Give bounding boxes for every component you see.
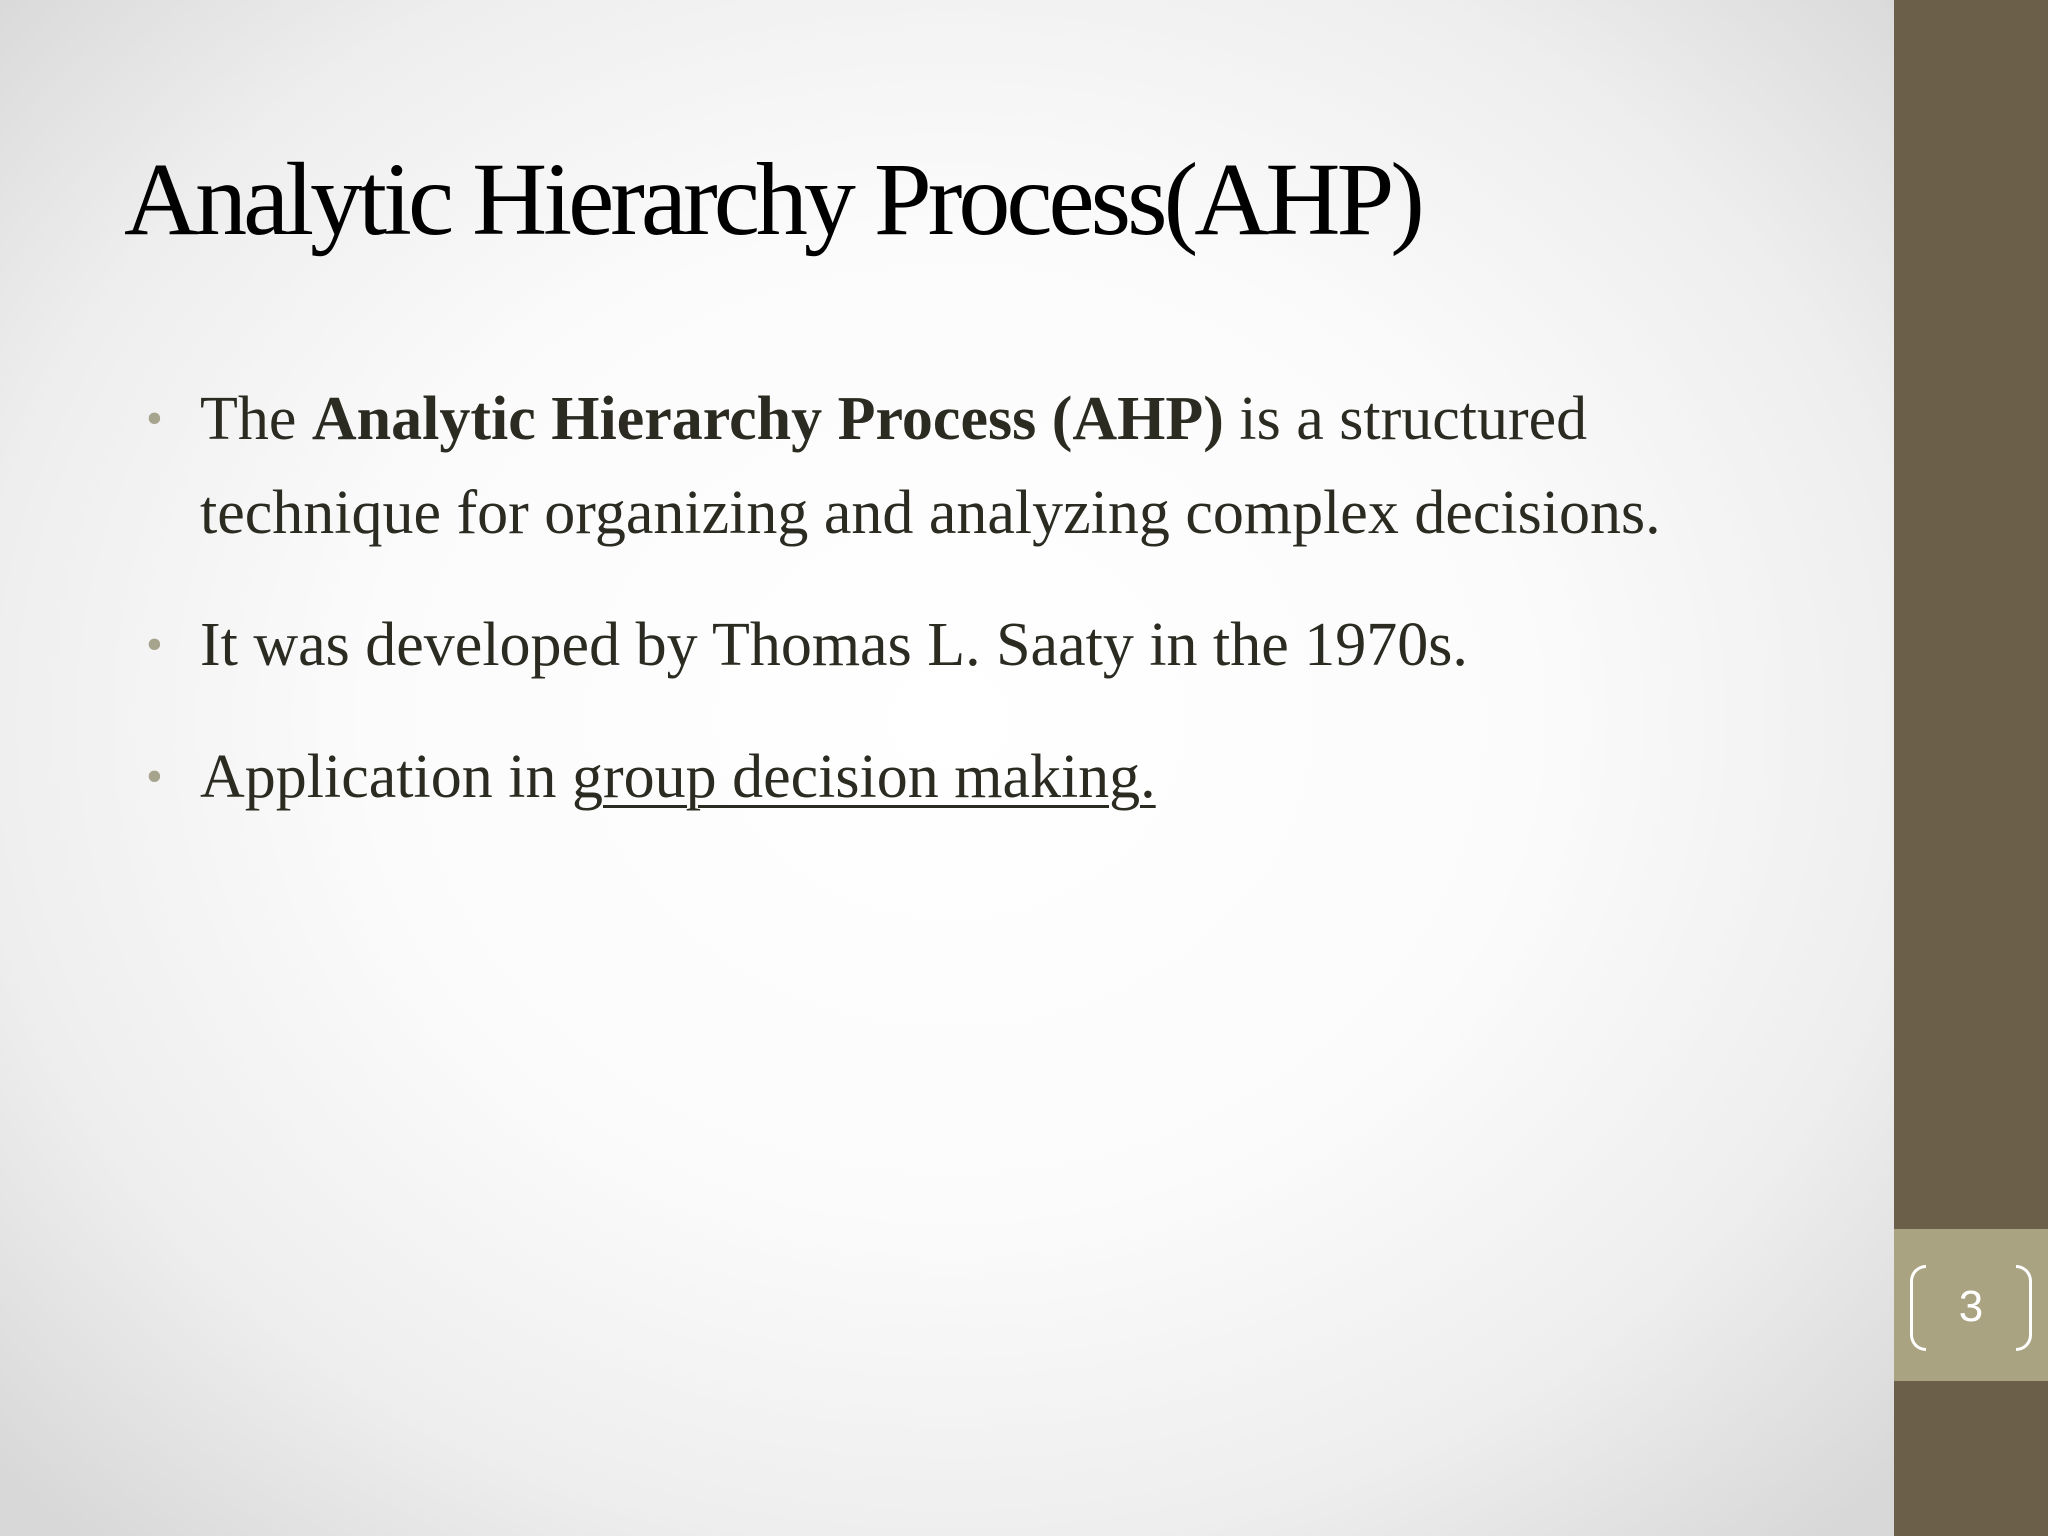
page-number: 3 bbox=[1958, 1282, 1984, 1331]
bullet-text-bold-term: Analytic Hierarchy Process (AHP) bbox=[311, 385, 1224, 453]
slide-title: Analytic Hierarchy Process(AHP) bbox=[124, 142, 1421, 257]
bullet-dot-icon: • bbox=[146, 392, 163, 445]
bullet-dot-icon: • bbox=[146, 618, 163, 671]
bullet-list bbox=[140, 372, 1760, 862]
group-decision-making-link[interactable]: group decision making. bbox=[571, 743, 1156, 811]
bullet-text-suffix: is a structured technique for organizing and analyzing complex decisions. bbox=[200, 385, 1661, 547]
page-number-box bbox=[1894, 1229, 2048, 1381]
bullet-developer bbox=[140, 598, 1760, 692]
bullet-application bbox=[140, 730, 1760, 824]
bullet-text: It was developed by Thomas L. Saaty in the 1970s. bbox=[200, 611, 1468, 679]
bullet-dot-icon: • bbox=[146, 750, 163, 803]
bullet-text-prefix: Application in bbox=[200, 743, 572, 811]
bullet-ahp-definition bbox=[140, 372, 1760, 560]
bullet-text-prefix: The bbox=[200, 385, 312, 453]
